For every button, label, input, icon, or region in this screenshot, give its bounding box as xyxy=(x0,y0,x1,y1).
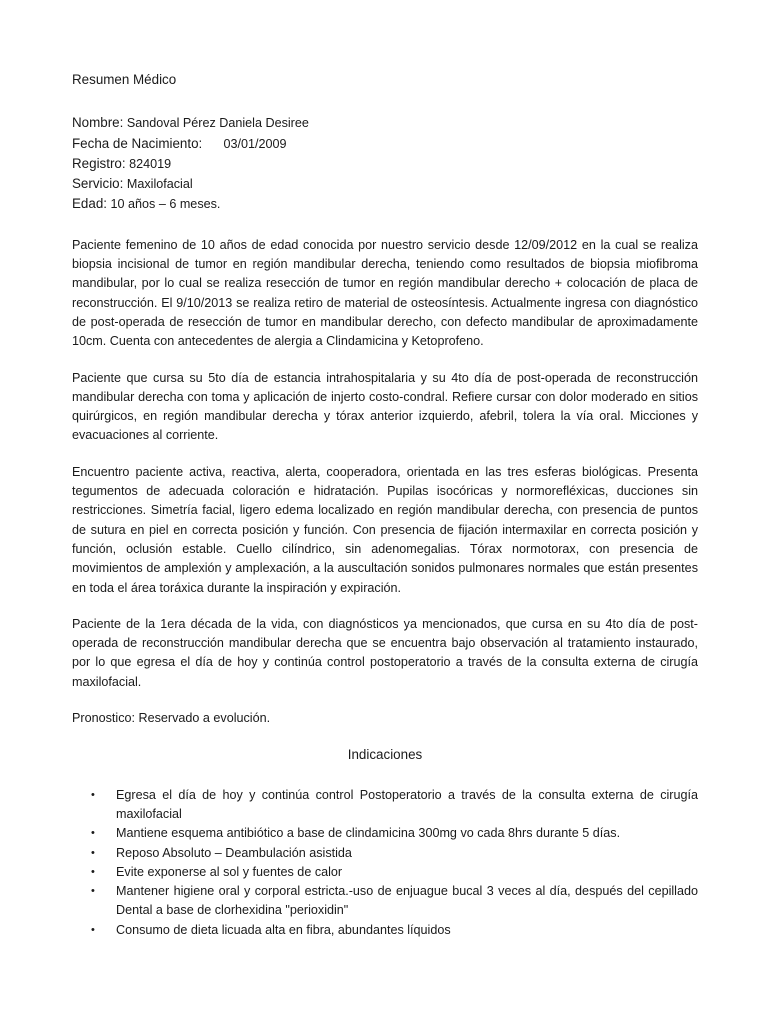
bullet-icon: • xyxy=(91,865,95,878)
list-item-text: Evite exponerse al sol y fuentes de calor xyxy=(116,864,343,879)
field-value-registro: 824019 xyxy=(129,156,172,171)
paragraph-pronostico: Pronostico: Reservado a evolución. xyxy=(72,711,271,726)
list-item-text: Mantiene esquema antibiótico a base de clindamicina 300mg vo cada 8hrs durante 5 días. xyxy=(116,826,621,841)
field-value-edad: 10 años – 6 meses. xyxy=(110,197,221,212)
indications-title: Indicaciones xyxy=(347,747,423,763)
field-registro xyxy=(72,154,698,174)
field-label-nombre: Nombre: xyxy=(72,115,124,131)
field-value-servicio: Maxilofacial xyxy=(126,177,193,192)
list-item xyxy=(72,824,698,843)
paragraph-antecedentes: Paciente femenino de 10 años de edad conocida por nuestro servicio desde 12/09/2012 en la cual se realiza biopsia incisional de tumor en región mandibular derecha, teniendo como resultados de biopsia miofibroma mandibular, por lo cual se realiza resección de tumor en región mandibular derecho + colocación de placa de reconstrucción. El 9/10/2013 se realiza retiro de material de osteosíntesis. Actualmente ingresa con diagnóstico de post-operada de resección de tumor en mandibular derecho, con defecto mandibular de aproximadamente 10cm. Cuenta con antecedentes de alergia a Clindamicina y Ketoprofeno. xyxy=(72,237,698,349)
bullet-icon: • xyxy=(91,885,95,898)
field-label-servicio: Servicio: xyxy=(72,176,124,192)
field-value-nombre: Sandoval Pérez Daniela Desiree xyxy=(126,116,309,131)
patient-fields xyxy=(72,113,698,214)
list-item xyxy=(72,863,698,882)
field-value-fecha-nacimiento: 03/01/2009 xyxy=(223,136,287,151)
document-title: Resumen Médico xyxy=(72,72,177,87)
bullet-icon: • xyxy=(91,846,95,859)
document-page xyxy=(72,70,698,940)
list-item xyxy=(72,882,698,921)
field-fecha-nacimiento xyxy=(72,134,698,154)
bullet-icon: • xyxy=(91,923,95,936)
list-item xyxy=(72,844,698,863)
field-label-fecha-nacimiento: Fecha de Nacimiento: xyxy=(72,135,203,151)
bullet-icon: • xyxy=(91,788,95,801)
field-servicio xyxy=(72,174,698,194)
indications-list xyxy=(72,786,698,940)
list-item xyxy=(72,786,698,825)
field-label-edad: Edad: xyxy=(72,196,107,212)
field-label-registro: Registro: xyxy=(72,155,126,171)
paragraph-exploracion: Encuentro paciente activa, reactiva, alerta, cooperadora, orientada en las tres esferas biológicas. Presenta tegumentos de adecuada coloración e hidratación. Pupilas isocóricas y normorefléxicas, ducciones sin restricciones. Simetría facial, ligero edema localizado en región mandibular derecha, con presencia de puntos de sutura en piel en correcta posición y función. Con presencia de fijación intermaxilar en correcta posición y función, oclusión estable. Cuello cilíndrico, sin adenomegalias. Tórax normotorax, con presencia de movimientos de amplexión y amplexación, a la auscultación sonidos pulmonares normales que están presentes en toda el área toráxica durante la inspiración y expiración. xyxy=(72,464,698,595)
paragraph-analisis: Paciente de la 1era década de la vida, con diagnósticos ya mencionados, que cursa en su 4to día de post-operada de reconstrucción mandibular derecha que se encuentra bajo observación al tratamiento instaurado, por lo que egresa el día de hoy y continúa control postoperatorio a través de la consulta externa de cirugía maxilofacial. xyxy=(72,616,698,689)
list-item-text: Consumo de dieta licuada alta en fibra, abundantes líquidos xyxy=(116,922,451,937)
field-nombre xyxy=(72,113,698,133)
list-item-text: Reposo Absoluto – Deambulación asistida xyxy=(116,845,352,860)
bullet-icon: • xyxy=(91,827,95,840)
list-item-text: Mantener higiene oral y corporal estricta.-uso de enjuague bucal 3 veces al día, después del cepillado Dental a base de clorhexidina "perioxidin" xyxy=(116,884,698,918)
list-item xyxy=(72,921,698,940)
paragraph-evolucion: Paciente que cursa su 5to día de estancia intrahospitalaria y su 4to día de post-operada de reconstrucción mandibular derecha con toma y aplicación de injerto costo-condral. Refiere cursar con dolor moderado en sitios quirúrgicos, en región mandibular derecha y tórax anterior izquierdo, afebril, tolera la vía oral. Micciones y evacuaciones al corriente. xyxy=(72,370,698,443)
field-edad xyxy=(72,194,698,214)
list-item-text: Egresa el día de hoy y continúa control Postoperatorio a través de la consulta externa de cirugía maxilofacial xyxy=(116,787,698,821)
